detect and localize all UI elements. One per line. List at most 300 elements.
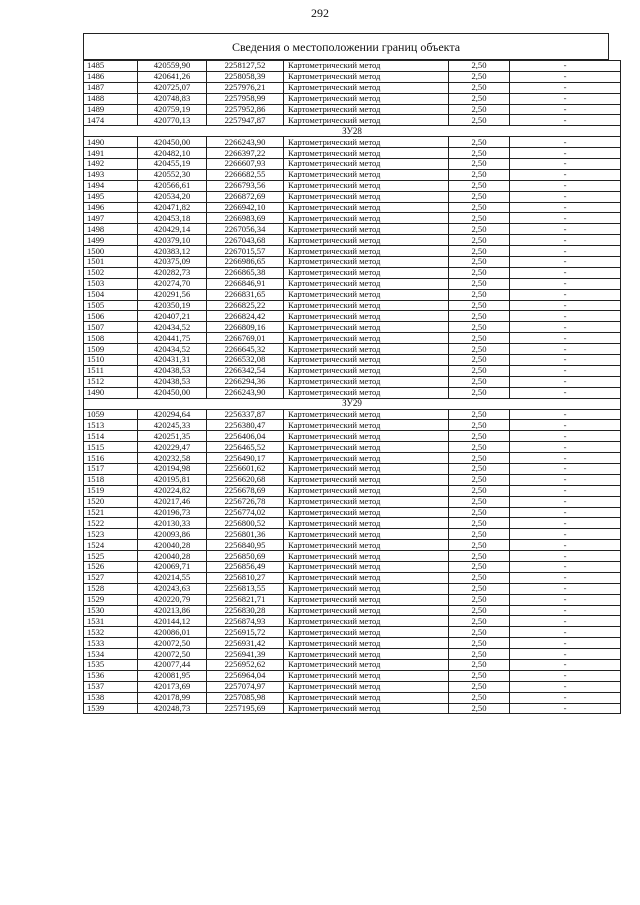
table-row: [84, 496, 621, 507]
description-cell: -: [510, 594, 621, 605]
table-row: [84, 627, 621, 638]
method-cell: Картометрический метод: [284, 496, 449, 507]
y-coordinate-cell: 2256850,69: [207, 551, 284, 562]
x-coordinate-cell: 420040,28: [138, 540, 207, 551]
precision-cell: 2,50: [449, 322, 510, 333]
precision-cell: 2,50: [449, 311, 510, 322]
point-number-cell: 1497: [84, 213, 138, 224]
table-row: [84, 529, 621, 540]
precision-cell: 2,50: [449, 572, 510, 583]
point-number-cell: 1536: [84, 670, 138, 681]
description-cell: -: [510, 692, 621, 703]
point-number-cell: 1490: [84, 387, 138, 398]
y-coordinate-cell: 2257958,99: [207, 93, 284, 104]
table-row: [84, 409, 621, 420]
y-coordinate-cell: 2256840,95: [207, 540, 284, 551]
description-cell: -: [510, 191, 621, 202]
description-cell: -: [510, 431, 621, 442]
precision-cell: 2,50: [449, 551, 510, 562]
description-cell: -: [510, 387, 621, 398]
x-coordinate-cell: 420069,71: [138, 561, 207, 572]
document-title: Сведения о местоположении границ объекта: [83, 33, 609, 60]
method-cell: Картометрический метод: [284, 583, 449, 594]
x-coordinate-cell: 420429,14: [138, 224, 207, 235]
method-cell: Картометрический метод: [284, 463, 449, 474]
table-row: [84, 213, 621, 224]
description-cell: -: [510, 322, 621, 333]
table-row: [84, 485, 621, 496]
x-coordinate-cell: 420251,35: [138, 431, 207, 442]
table-row: [84, 387, 621, 398]
method-cell: Картометрический метод: [284, 627, 449, 638]
point-number-cell: 1499: [84, 235, 138, 246]
point-number-cell: 1526: [84, 561, 138, 572]
precision-cell: 2,50: [449, 453, 510, 464]
description-cell: -: [510, 442, 621, 453]
y-coordinate-cell: 2266831,65: [207, 289, 284, 300]
point-number-cell: 1511: [84, 365, 138, 376]
description-cell: -: [510, 485, 621, 496]
table-row: [84, 659, 621, 670]
method-cell: Картометрический метод: [284, 692, 449, 703]
table-row: [84, 61, 621, 72]
precision-cell: 2,50: [449, 561, 510, 572]
precision-cell: 2,50: [449, 442, 510, 453]
precision-cell: 2,50: [449, 333, 510, 344]
x-coordinate-cell: 420438,53: [138, 376, 207, 387]
method-cell: Картометрический метод: [284, 159, 449, 170]
x-coordinate-cell: 420294,64: [138, 409, 207, 420]
method-cell: Картометрический метод: [284, 71, 449, 82]
x-coordinate-cell: 420224,82: [138, 485, 207, 496]
method-cell: Картометрический метод: [284, 213, 449, 224]
table-row: [84, 420, 621, 431]
description-cell: -: [510, 333, 621, 344]
precision-cell: 2,50: [449, 518, 510, 529]
y-coordinate-cell: 2266243,90: [207, 387, 284, 398]
table-row: [84, 333, 621, 344]
y-coordinate-cell: 2267043,68: [207, 235, 284, 246]
method-cell: Картометрический метод: [284, 61, 449, 72]
precision-cell: 2,50: [449, 148, 510, 159]
section-label: ЗУ29: [84, 398, 621, 409]
description-cell: -: [510, 638, 621, 649]
point-number-cell: 1517: [84, 463, 138, 474]
method-cell: Картометрический метод: [284, 137, 449, 148]
description-cell: -: [510, 453, 621, 464]
point-number-cell: 1522: [84, 518, 138, 529]
table-row: [84, 594, 621, 605]
table-row: [84, 681, 621, 692]
x-coordinate-cell: 420383,12: [138, 246, 207, 257]
point-number-cell: 1504: [84, 289, 138, 300]
table-row: [84, 246, 621, 257]
table-row: [84, 376, 621, 387]
point-number-cell: 1512: [84, 376, 138, 387]
point-number-cell: 1538: [84, 692, 138, 703]
description-cell: -: [510, 257, 621, 268]
table-row: [84, 638, 621, 649]
table-row: [84, 289, 621, 300]
x-coordinate-cell: 420232,58: [138, 453, 207, 464]
x-coordinate-cell: 420077,44: [138, 659, 207, 670]
method-cell: Картометрический метод: [284, 224, 449, 235]
x-coordinate-cell: 420450,00: [138, 137, 207, 148]
table-row: [84, 180, 621, 191]
x-coordinate-cell: 420450,00: [138, 387, 207, 398]
x-coordinate-cell: 420282,73: [138, 267, 207, 278]
precision-cell: 2,50: [449, 365, 510, 376]
point-number-cell: 1510: [84, 355, 138, 366]
point-number-cell: 1505: [84, 300, 138, 311]
description-cell: -: [510, 551, 621, 562]
method-cell: Картометрический метод: [284, 474, 449, 485]
x-coordinate-cell: 420093,86: [138, 529, 207, 540]
table-row: [84, 616, 621, 627]
precision-cell: 2,50: [449, 300, 510, 311]
point-number-cell: 1503: [84, 278, 138, 289]
document-frame: [83, 33, 609, 714]
point-number-cell: 1532: [84, 627, 138, 638]
table-row: [84, 507, 621, 518]
y-coordinate-cell: 2257952,86: [207, 104, 284, 115]
x-coordinate-cell: 420770,13: [138, 115, 207, 126]
table-row: [84, 561, 621, 572]
description-cell: -: [510, 681, 621, 692]
y-coordinate-cell: 2257195,69: [207, 703, 284, 714]
point-number-cell: 1495: [84, 191, 138, 202]
description-cell: -: [510, 311, 621, 322]
point-number-cell: 1490: [84, 137, 138, 148]
y-coordinate-cell: 2256490,17: [207, 453, 284, 464]
method-cell: Картометрический метод: [284, 409, 449, 420]
method-cell: Картометрический метод: [284, 670, 449, 681]
table-row: [84, 93, 621, 104]
point-number-cell: 1487: [84, 82, 138, 93]
x-coordinate-cell: 420379,10: [138, 235, 207, 246]
y-coordinate-cell: 2266846,91: [207, 278, 284, 289]
y-coordinate-cell: 2266793,56: [207, 180, 284, 191]
x-coordinate-cell: 420229,47: [138, 442, 207, 453]
point-number-cell: 1493: [84, 169, 138, 180]
table-row: [84, 344, 621, 355]
x-coordinate-cell: 420213,86: [138, 605, 207, 616]
precision-cell: 2,50: [449, 431, 510, 442]
point-number-cell: 1506: [84, 311, 138, 322]
table-row: [84, 551, 621, 562]
method-cell: Картометрический метод: [284, 355, 449, 366]
point-number-cell: 1474: [84, 115, 138, 126]
description-cell: -: [510, 71, 621, 82]
precision-cell: 2,50: [449, 344, 510, 355]
precision-cell: 2,50: [449, 180, 510, 191]
y-coordinate-cell: 2257976,21: [207, 82, 284, 93]
y-coordinate-cell: 2256380,47: [207, 420, 284, 431]
y-coordinate-cell: 2256801,36: [207, 529, 284, 540]
description-cell: -: [510, 82, 621, 93]
table-row: [84, 322, 621, 333]
y-coordinate-cell: 2266809,16: [207, 322, 284, 333]
y-coordinate-cell: 2256810,27: [207, 572, 284, 583]
description-cell: -: [510, 561, 621, 572]
y-coordinate-cell: 2266942,10: [207, 202, 284, 213]
description-cell: -: [510, 474, 621, 485]
y-coordinate-cell: 2266682,55: [207, 169, 284, 180]
y-coordinate-cell: 2266645,32: [207, 344, 284, 355]
x-coordinate-cell: 420173,69: [138, 681, 207, 692]
x-coordinate-cell: 420040,28: [138, 551, 207, 562]
x-coordinate-cell: 420534,20: [138, 191, 207, 202]
description-cell: -: [510, 246, 621, 257]
point-number-cell: 1496: [84, 202, 138, 213]
point-number-cell: 1533: [84, 638, 138, 649]
method-cell: Картометрический метод: [284, 594, 449, 605]
y-coordinate-cell: 2266986,65: [207, 257, 284, 268]
description-cell: -: [510, 224, 621, 235]
point-number-cell: 1491: [84, 148, 138, 159]
method-cell: Картометрический метод: [284, 322, 449, 333]
x-coordinate-cell: 420178,99: [138, 692, 207, 703]
table-row: [84, 159, 621, 170]
x-coordinate-cell: 420431,31: [138, 355, 207, 366]
table-row: [84, 82, 621, 93]
point-number-cell: 1515: [84, 442, 138, 453]
description-cell: -: [510, 529, 621, 540]
y-coordinate-cell: 2256952,62: [207, 659, 284, 670]
x-coordinate-cell: 420453,18: [138, 213, 207, 224]
y-coordinate-cell: 2266865,38: [207, 267, 284, 278]
table-row: [84, 355, 621, 366]
y-coordinate-cell: 2266243,90: [207, 137, 284, 148]
precision-cell: 2,50: [449, 474, 510, 485]
description-cell: -: [510, 616, 621, 627]
y-coordinate-cell: 2266532,08: [207, 355, 284, 366]
table-row: [84, 278, 621, 289]
table-row: [84, 453, 621, 464]
y-coordinate-cell: 2256856,49: [207, 561, 284, 572]
precision-cell: 2,50: [449, 376, 510, 387]
precision-cell: 2,50: [449, 202, 510, 213]
method-cell: Картометрический метод: [284, 300, 449, 311]
precision-cell: 2,50: [449, 93, 510, 104]
y-coordinate-cell: 2266825,22: [207, 300, 284, 311]
point-number-cell: 1519: [84, 485, 138, 496]
x-coordinate-cell: 420243,63: [138, 583, 207, 594]
precision-cell: 2,50: [449, 409, 510, 420]
description-cell: -: [510, 670, 621, 681]
method-cell: Картометрический метод: [284, 649, 449, 660]
table-row: [84, 540, 621, 551]
point-number-cell: 1521: [84, 507, 138, 518]
y-coordinate-cell: 2257074,97: [207, 681, 284, 692]
point-number-cell: 1537: [84, 681, 138, 692]
description-cell: -: [510, 267, 621, 278]
precision-cell: 2,50: [449, 224, 510, 235]
description-cell: -: [510, 496, 621, 507]
point-number-cell: 1500: [84, 246, 138, 257]
description-cell: -: [510, 518, 621, 529]
table-row: [84, 115, 621, 126]
method-cell: Картометрический метод: [284, 365, 449, 376]
x-coordinate-cell: 420748,83: [138, 93, 207, 104]
method-cell: Картометрический метод: [284, 148, 449, 159]
point-number-cell: 1508: [84, 333, 138, 344]
precision-cell: 2,50: [449, 61, 510, 72]
y-coordinate-cell: 2256915,72: [207, 627, 284, 638]
method-cell: Картометрический метод: [284, 638, 449, 649]
method-cell: Картометрический метод: [284, 257, 449, 268]
point-number-cell: 1524: [84, 540, 138, 551]
description-cell: -: [510, 627, 621, 638]
precision-cell: 2,50: [449, 278, 510, 289]
x-coordinate-cell: 420482,10: [138, 148, 207, 159]
method-cell: Картометрический метод: [284, 616, 449, 627]
coordinates-table: [83, 60, 621, 714]
x-coordinate-cell: 420434,52: [138, 344, 207, 355]
point-number-cell: 1492: [84, 159, 138, 170]
method-cell: Картометрический метод: [284, 267, 449, 278]
precision-cell: 2,50: [449, 496, 510, 507]
precision-cell: 2,50: [449, 115, 510, 126]
point-number-cell: 1530: [84, 605, 138, 616]
x-coordinate-cell: 420144,12: [138, 616, 207, 627]
description-cell: -: [510, 278, 621, 289]
precision-cell: 2,50: [449, 485, 510, 496]
point-number-cell: 1535: [84, 659, 138, 670]
point-number-cell: 1513: [84, 420, 138, 431]
point-number-cell: 1518: [84, 474, 138, 485]
y-coordinate-cell: 2256813,55: [207, 583, 284, 594]
point-number-cell: 1525: [84, 551, 138, 562]
description-cell: -: [510, 104, 621, 115]
y-coordinate-cell: 2256726,78: [207, 496, 284, 507]
precision-cell: 2,50: [449, 703, 510, 714]
precision-cell: 2,50: [449, 692, 510, 703]
description-cell: -: [510, 659, 621, 670]
table-row: [84, 365, 621, 376]
table-row: [84, 474, 621, 485]
y-coordinate-cell: 2266769,01: [207, 333, 284, 344]
method-cell: Картометрический метод: [284, 311, 449, 322]
page-number: 292: [311, 6, 329, 20]
method-cell: Картометрический метод: [284, 202, 449, 213]
table-row: [84, 670, 621, 681]
y-coordinate-cell: 2257085,98: [207, 692, 284, 703]
section-label: ЗУ28: [84, 126, 621, 137]
method-cell: Картометрический метод: [284, 82, 449, 93]
y-coordinate-cell: 2256821,71: [207, 594, 284, 605]
x-coordinate-cell: 420641,26: [138, 71, 207, 82]
table-row: [84, 583, 621, 594]
point-number-cell: 1528: [84, 583, 138, 594]
table-row: [84, 311, 621, 322]
x-coordinate-cell: 420274,70: [138, 278, 207, 289]
y-coordinate-cell: 2256601,62: [207, 463, 284, 474]
x-coordinate-cell: 420195,81: [138, 474, 207, 485]
x-coordinate-cell: 420072,50: [138, 638, 207, 649]
description-cell: -: [510, 202, 621, 213]
y-coordinate-cell: 2256874,93: [207, 616, 284, 627]
precision-cell: 2,50: [449, 583, 510, 594]
x-coordinate-cell: 420438,53: [138, 365, 207, 376]
method-cell: Картометрический метод: [284, 659, 449, 670]
method-cell: Картометрический метод: [284, 572, 449, 583]
point-number-cell: 1485: [84, 61, 138, 72]
method-cell: Картометрический метод: [284, 278, 449, 289]
precision-cell: 2,50: [449, 463, 510, 474]
table-row: [84, 71, 621, 82]
point-number-cell: 1059: [84, 409, 138, 420]
method-cell: Картометрический метод: [284, 376, 449, 387]
method-cell: Картометрический метод: [284, 551, 449, 562]
precision-cell: 2,50: [449, 169, 510, 180]
y-coordinate-cell: 2256800,52: [207, 518, 284, 529]
table-row: [84, 431, 621, 442]
table-row: [84, 463, 621, 474]
precision-cell: 2,50: [449, 191, 510, 202]
point-number-cell: 1514: [84, 431, 138, 442]
description-cell: -: [510, 180, 621, 191]
precision-cell: 2,50: [449, 257, 510, 268]
table-row: [84, 169, 621, 180]
point-number-cell: 1529: [84, 594, 138, 605]
description-cell: -: [510, 409, 621, 420]
y-coordinate-cell: 2266824,42: [207, 311, 284, 322]
precision-cell: 2,50: [449, 616, 510, 627]
method-cell: Картометрический метод: [284, 104, 449, 115]
x-coordinate-cell: 420759,19: [138, 104, 207, 115]
table-row: [84, 692, 621, 703]
y-coordinate-cell: 2266983,69: [207, 213, 284, 224]
y-coordinate-cell: 2267056,34: [207, 224, 284, 235]
description-cell: -: [510, 365, 621, 376]
precision-cell: 2,50: [449, 267, 510, 278]
y-coordinate-cell: 2258058,39: [207, 71, 284, 82]
method-cell: Картометрический метод: [284, 344, 449, 355]
table-row: [84, 257, 621, 268]
x-coordinate-cell: 420725,07: [138, 82, 207, 93]
description-cell: -: [510, 213, 621, 224]
method-cell: Картометрический метод: [284, 191, 449, 202]
precision-cell: 2,50: [449, 213, 510, 224]
method-cell: Картометрический метод: [284, 333, 449, 344]
x-coordinate-cell: 420441,75: [138, 333, 207, 344]
table-row: [84, 605, 621, 616]
precision-cell: 2,50: [449, 246, 510, 257]
y-coordinate-cell: 2266342,54: [207, 365, 284, 376]
description-cell: -: [510, 137, 621, 148]
x-coordinate-cell: 420214,55: [138, 572, 207, 583]
description-cell: -: [510, 61, 621, 72]
description-cell: -: [510, 649, 621, 660]
precision-cell: 2,50: [449, 82, 510, 93]
method-cell: Картометрический метод: [284, 540, 449, 551]
description-cell: -: [510, 93, 621, 104]
y-coordinate-cell: 2256620,68: [207, 474, 284, 485]
method-cell: Картометрический метод: [284, 93, 449, 104]
precision-cell: 2,50: [449, 420, 510, 431]
y-coordinate-cell: 2256406,04: [207, 431, 284, 442]
y-coordinate-cell: 2256678,69: [207, 485, 284, 496]
method-cell: Картометрический метод: [284, 605, 449, 616]
table-row: [84, 235, 621, 246]
table-row: [84, 137, 621, 148]
x-coordinate-cell: 420552,30: [138, 169, 207, 180]
method-cell: Картометрический метод: [284, 420, 449, 431]
table-row: [84, 267, 621, 278]
table-row: [84, 104, 621, 115]
point-number-cell: 1502: [84, 267, 138, 278]
